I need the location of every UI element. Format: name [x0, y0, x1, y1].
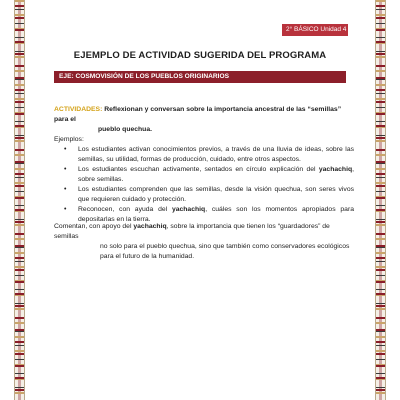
- cierre-text-line3: para el futuro de la humanidad.: [100, 253, 195, 260]
- bullet-text-bold: yachachiq: [318, 166, 353, 173]
- bullet-text-pre: Los estudiantes escuchan activamente, sentados en círculo explicación del: [78, 166, 319, 173]
- cierre-text-pre: Comentan, con apoyo del: [54, 223, 134, 230]
- list-item: [54, 145, 354, 165]
- cierre-paragraph: [54, 222, 354, 262]
- bullet-text: Los estudiantes comprenden que las semillas, desde la visión quechua, son seres vivos que requieren cuidado y protección.: [78, 186, 354, 203]
- bullet-text-post: , cuáles son los momentos apropiados para depositarlas en la tierra.: [78, 206, 354, 223]
- page-title: EJEMPLO DE ACTIVIDAD SUGERIDA DEL PROGRAMA: [73, 50, 327, 61]
- cierre-text-post: , sobre la importancia que tienen los “guardadores” de semillas: [54, 223, 330, 240]
- bullet-text-bold: yachachiq: [171, 206, 206, 213]
- list-item: [54, 185, 354, 205]
- bullet-text-post: , sobre semillas.: [78, 166, 354, 183]
- actividades-label: ACTIVIDADES:: [54, 106, 103, 113]
- cierre-text-line2: no solo para el pueblo quechua, sino que también como conservadores ecológicos: [100, 243, 350, 250]
- bullet-text-pre: Reconocen, con ayuda del: [78, 206, 172, 213]
- actividades-text-line1: Reflexionan y conversan sobre la importancia ancestral de las “semillas” para el: [54, 106, 342, 123]
- actividades-section: [54, 105, 354, 135]
- eje-banner: EJE: COSMOVISIÓN DE LOS PUEBLOS ORIGINARIOS: [54, 71, 346, 83]
- ejemplos-label: Ejemplos:: [54, 136, 84, 143]
- cierre-text-bold: yachachiq: [133, 223, 167, 230]
- grade-unit-badge: 2° BÁSICO Unidad 4: [282, 24, 348, 36]
- bullet-text: Los estudiantes activan conocimientos previos, a través de una lluvia de ideas, sobre las semillas, su utilidad, formas de producción, cuidado, entre otros aspectos.: [78, 146, 354, 163]
- actividades-text-line2: pueblo quechua.: [98, 126, 153, 133]
- list-item: [54, 165, 354, 185]
- ejemplos-section: [54, 135, 354, 225]
